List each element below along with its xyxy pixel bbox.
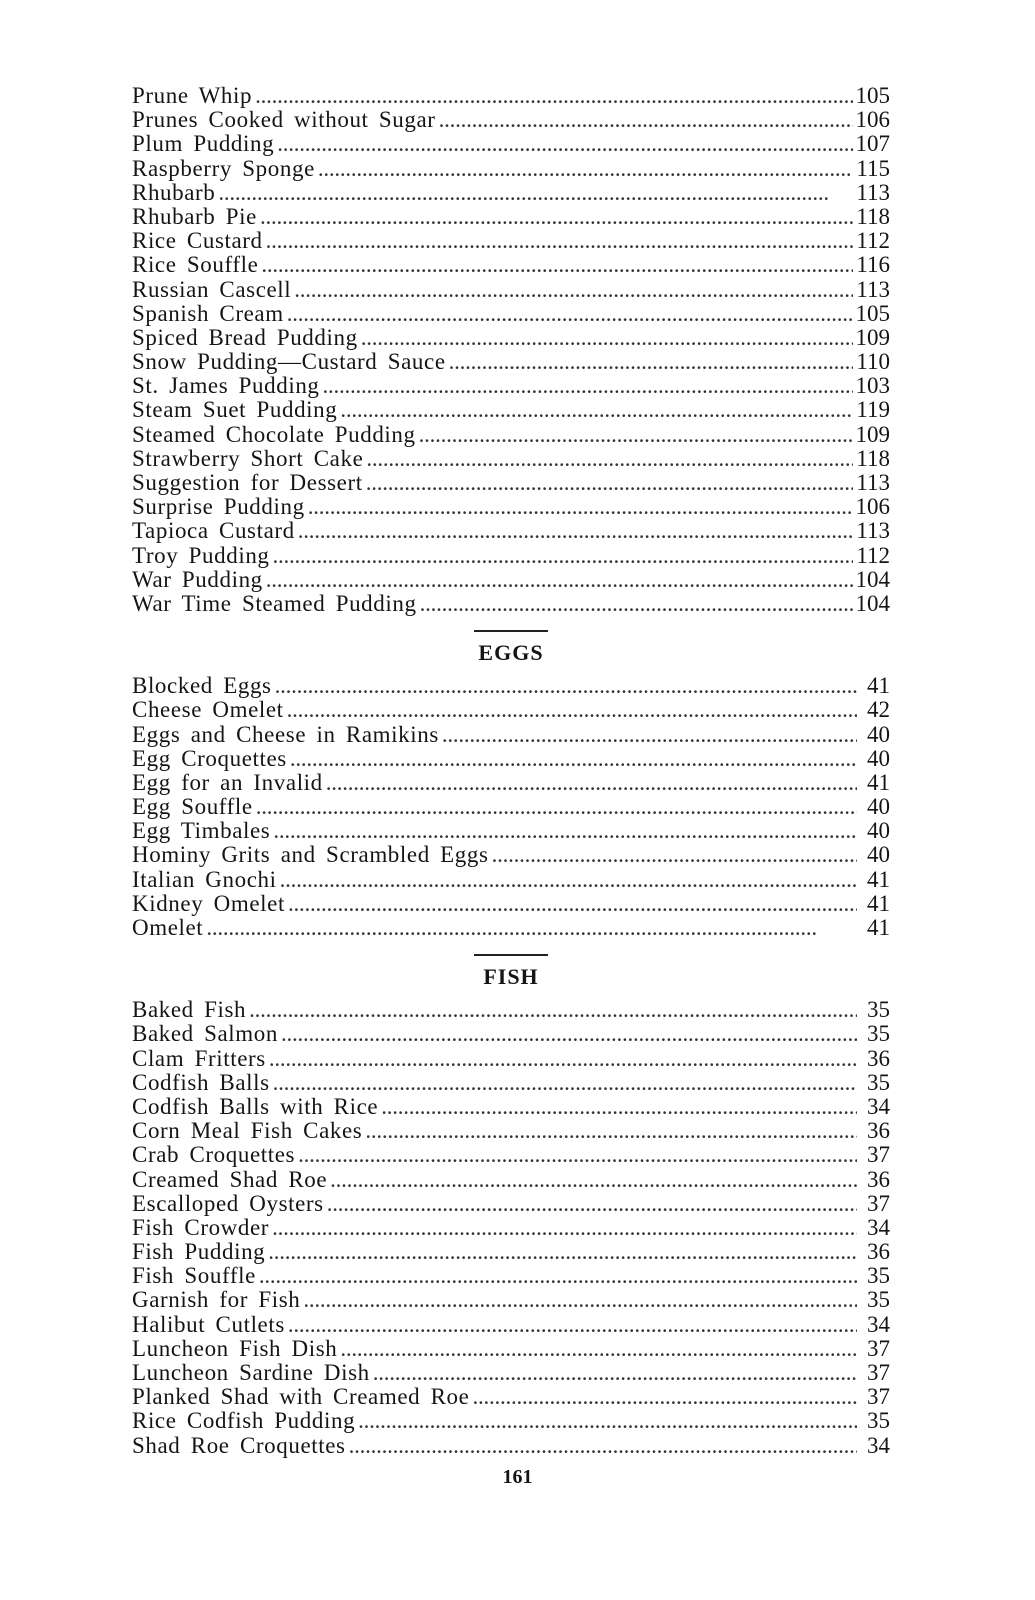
entry-page-number: 36 — [867, 1166, 890, 1192]
index-entry — [132, 157, 890, 181]
entry-page-number: 116 — [856, 252, 890, 278]
index-entry — [132, 843, 890, 867]
entry-page-number: 35 — [867, 1069, 890, 1095]
entry-title: Prune Whip — [132, 83, 253, 108]
dot-leader — [358, 1409, 857, 1433]
entry-page-number: 105 — [855, 83, 890, 108]
entry-page-number: 118 — [856, 445, 890, 471]
entry-page-number: 107 — [855, 131, 890, 157]
index-entry — [132, 423, 890, 447]
entry-title: Shad Roe Croquettes — [132, 1432, 346, 1458]
entry-page-number: 37 — [867, 1360, 890, 1385]
dot-leader — [266, 229, 854, 253]
entry-page-number: 37 — [867, 1335, 890, 1361]
index-entry — [132, 1192, 890, 1216]
dot-leader — [259, 1264, 857, 1288]
dot-leader — [255, 84, 852, 108]
entry-page-number: 106 — [855, 107, 890, 133]
index-entry — [132, 1216, 890, 1240]
index-entry — [132, 519, 890, 543]
index-entry — [132, 181, 890, 205]
entry-title: Corn Meal Fish Cakes — [132, 1118, 363, 1144]
section-divider — [474, 630, 548, 632]
index-entry — [132, 447, 890, 471]
index-entry — [132, 108, 890, 132]
entry-page-number: 110 — [856, 349, 890, 375]
entry-title: Codfish Balls with Rice — [132, 1093, 379, 1119]
entry-page-number: 36 — [867, 1118, 890, 1144]
dot-leader — [260, 205, 853, 229]
index-entry — [132, 1313, 890, 1337]
entry-page-number: 34 — [867, 1214, 890, 1240]
index-entry — [132, 723, 890, 747]
entry-page-number: 40 — [867, 721, 890, 747]
desserts-list — [132, 84, 890, 616]
index-entry — [132, 1337, 890, 1361]
dot-leader — [277, 132, 852, 156]
dot-leader — [273, 1071, 857, 1095]
dot-leader — [340, 398, 853, 422]
entry-page-number: 105 — [855, 300, 890, 326]
dot-leader — [288, 1313, 857, 1337]
entry-title: Eggs and Cheese in Ramikins — [132, 721, 439, 747]
entry-title: Egg for an Invalid — [132, 769, 323, 795]
index-entry — [132, 892, 890, 916]
entry-title: Omelet — [132, 915, 204, 940]
entry-page-number: 35 — [867, 1021, 890, 1047]
entry-page-number: 118 — [856, 203, 890, 229]
dot-leader — [287, 302, 853, 326]
entry-title: War Time Steamed Pudding — [132, 590, 417, 616]
dot-leader — [308, 495, 853, 519]
entry-title: War Pudding — [132, 566, 263, 592]
entry-title: Rice Souffle — [132, 252, 259, 278]
dot-leader — [327, 1192, 857, 1216]
entry-page-number: 40 — [867, 818, 890, 844]
entry-page-number: 112 — [856, 542, 890, 568]
dot-leader — [373, 1361, 857, 1385]
index-entry — [132, 1288, 890, 1312]
dot-leader — [330, 1168, 857, 1192]
dot-leader — [318, 157, 853, 181]
index-entry — [132, 674, 890, 698]
dot-leader — [449, 350, 854, 374]
index-entry — [132, 568, 890, 592]
index-entry — [132, 795, 890, 819]
entry-title: Codfish Balls — [132, 1069, 270, 1095]
dot-leader — [303, 1288, 857, 1312]
entry-page-number: 113 — [856, 179, 890, 205]
entry-title: Egg Croquettes — [132, 745, 287, 771]
dot-leader — [349, 1434, 857, 1458]
entry-page-number: 41 — [867, 769, 890, 795]
dot-leader — [366, 447, 853, 471]
entry-title: Egg Timbales — [132, 818, 271, 844]
dot-leader — [272, 1216, 857, 1240]
dot-leader — [206, 916, 857, 940]
entry-title: Kidney Omelet — [132, 890, 285, 916]
dot-leader — [439, 108, 853, 132]
entry-page-number: 41 — [867, 866, 890, 892]
dot-leader — [420, 592, 853, 616]
entry-title: Fish Pudding — [132, 1239, 266, 1265]
entry-page-number: 35 — [867, 1287, 890, 1313]
index-entry — [132, 253, 890, 277]
dot-leader — [361, 326, 853, 350]
dot-leader — [275, 674, 857, 698]
entry-page-number: 34 — [867, 1311, 890, 1337]
entry-page-number: 40 — [867, 842, 890, 868]
entry-page-number: 34 — [867, 1093, 890, 1119]
entry-title: Spanish Cream — [132, 300, 284, 326]
entry-title: Italian Gnochi — [132, 866, 277, 892]
entry-page-number: 34 — [867, 1432, 890, 1458]
dot-leader — [280, 868, 857, 892]
index-entry — [132, 350, 890, 374]
dot-leader — [269, 1047, 857, 1071]
index-entry — [132, 1022, 890, 1046]
entry-page-number: 109 — [855, 324, 890, 350]
index-entry — [132, 495, 890, 519]
index-entry — [132, 1095, 890, 1119]
entry-page-number: 115 — [856, 155, 890, 181]
page-number: 161 — [502, 1466, 533, 1488]
entry-title: Tapioca Custard — [132, 518, 295, 544]
eggs-section — [132, 630, 890, 940]
entry-page-number: 40 — [867, 745, 890, 771]
index-entry — [132, 1385, 890, 1409]
index-entry — [132, 1240, 890, 1264]
dot-leader — [472, 1385, 857, 1409]
entry-page-number: 36 — [867, 1045, 890, 1071]
entry-title: Rhubarb Pie — [132, 203, 257, 229]
entry-title: Hominy Grits and Scrambled Eggs — [132, 842, 489, 868]
entry-title: Planked Shad with Creamed Roe — [132, 1384, 470, 1410]
entry-page-number: 106 — [855, 494, 890, 520]
index-entry — [132, 868, 890, 892]
dot-leader — [273, 544, 854, 568]
entry-page-number: 41 — [867, 915, 890, 940]
eggs-list — [132, 674, 890, 940]
entry-title: Clam Fritters — [132, 1045, 266, 1071]
index-entry — [132, 326, 890, 350]
entry-title: St. James Pudding — [132, 373, 320, 399]
index-entry — [132, 1434, 890, 1458]
entry-title: Raspberry Sponge — [132, 155, 315, 181]
index-entry — [132, 1071, 890, 1095]
entry-title: Rhubarb — [132, 179, 216, 205]
section-heading-fish: FISH — [483, 964, 539, 990]
section-heading-eggs: EGGS — [478, 640, 544, 666]
entry-page-number: 36 — [867, 1239, 890, 1265]
index-entry — [132, 998, 890, 1022]
index-entry — [132, 544, 890, 568]
dot-leader — [287, 698, 857, 722]
entry-title: Spiced Bread Pudding — [132, 324, 358, 350]
index-entry — [132, 1047, 890, 1071]
entry-page-number: 40 — [867, 794, 890, 820]
index-entry — [132, 771, 890, 795]
entry-page-number: 35 — [867, 997, 890, 1023]
fish-section — [132, 954, 890, 1458]
entry-title: Cheese Omelet — [132, 697, 284, 723]
entry-title: Crab Croquettes — [132, 1142, 296, 1168]
dot-leader — [326, 771, 857, 795]
entry-page-number: 41 — [867, 890, 890, 916]
index-entry — [132, 1264, 890, 1288]
entry-page-number: 109 — [855, 421, 890, 447]
dot-leader — [261, 253, 853, 277]
index-entry — [132, 916, 890, 940]
entry-page-number: 35 — [867, 1263, 890, 1289]
entry-title: Prunes Cooked without Sugar — [132, 107, 436, 133]
entry-title: Baked Fish — [132, 997, 247, 1023]
entry-page-number: 37 — [867, 1142, 890, 1168]
dot-leader — [419, 423, 853, 447]
entry-page-number: 37 — [867, 1384, 890, 1410]
dot-leader — [381, 1095, 857, 1119]
entry-title: Fish Souffle — [132, 1263, 256, 1289]
dot-leader — [442, 723, 857, 747]
entry-title: Steam Suet Pudding — [132, 397, 338, 423]
index-entry — [132, 132, 890, 156]
index-entry — [132, 374, 890, 398]
dot-leader — [266, 568, 853, 592]
dot-leader — [298, 1143, 857, 1167]
entry-title: Troy Pudding — [132, 542, 270, 568]
index-entry — [132, 398, 890, 422]
index-entry — [132, 592, 890, 616]
entry-title: Snow Pudding—Custard Sauce — [132, 349, 446, 375]
index-entry — [132, 1168, 890, 1192]
entry-title: Egg Souffle — [132, 794, 253, 820]
dot-leader — [492, 843, 857, 867]
entry-title: Strawberry Short Cake — [132, 445, 364, 471]
fish-list — [132, 998, 890, 1458]
entry-page-number: 41 — [867, 673, 890, 699]
dot-leader — [256, 795, 857, 819]
index-entry — [132, 1361, 890, 1385]
dot-leader — [298, 519, 854, 543]
index-entry — [132, 698, 890, 722]
index-entry — [132, 84, 890, 108]
entry-title: Halibut Cutlets — [132, 1311, 285, 1337]
entry-title: Garnish for Fish — [132, 1287, 301, 1313]
dot-leader — [218, 181, 853, 205]
entry-title: Blocked Eggs — [132, 673, 272, 699]
entry-title: Plum Pudding — [132, 131, 275, 157]
entry-title: Fish Crowder — [132, 1214, 270, 1240]
entry-title: Baked Salmon — [132, 1021, 278, 1047]
entry-page-number: 113 — [856, 470, 890, 495]
entry-title: Luncheon Sardine Dish — [132, 1360, 370, 1385]
section-divider — [474, 954, 548, 956]
dot-leader — [273, 819, 857, 843]
dot-leader — [249, 998, 857, 1022]
index-entry — [132, 1119, 890, 1143]
dot-leader — [366, 471, 854, 495]
entry-page-number: 42 — [867, 697, 890, 723]
entry-title: Steamed Chocolate Pudding — [132, 421, 416, 447]
entry-page-number: 113 — [856, 518, 890, 544]
index-entry — [132, 205, 890, 229]
entry-page-number: 113 — [856, 276, 890, 302]
entry-title: Creamed Shad Roe — [132, 1166, 328, 1192]
index-entry — [132, 471, 890, 495]
dot-leader — [294, 278, 853, 302]
entry-page-number: 119 — [856, 397, 890, 423]
index-entry — [132, 1143, 890, 1167]
entry-title: Suggestion for Dessert — [132, 470, 363, 495]
entry-page-number: 103 — [855, 373, 890, 399]
entry-title: Luncheon Fish Dish — [132, 1335, 338, 1361]
dot-leader — [288, 892, 857, 916]
entry-page-number: 104 — [855, 590, 890, 616]
entry-page-number: 112 — [856, 228, 890, 254]
index-entry — [132, 302, 890, 326]
entry-page-number: 104 — [855, 566, 890, 592]
entry-title: Russian Cascell — [132, 276, 292, 302]
entry-page-number: 35 — [867, 1408, 890, 1434]
index-entry — [132, 229, 890, 253]
entry-page-number: 37 — [867, 1190, 890, 1216]
dot-leader — [268, 1240, 857, 1264]
dot-leader — [290, 747, 857, 771]
entry-title: Rice Codfish Pudding — [132, 1408, 356, 1434]
dot-leader — [365, 1119, 857, 1143]
index-page — [132, 84, 890, 1458]
dot-leader — [281, 1022, 857, 1046]
entry-title: Surprise Pudding — [132, 494, 305, 520]
entry-title: Rice Custard — [132, 228, 263, 254]
index-entry — [132, 747, 890, 771]
index-entry — [132, 1409, 890, 1433]
index-entry — [132, 819, 890, 843]
dot-leader — [340, 1337, 857, 1361]
dot-leader — [323, 374, 853, 398]
entry-title: Escalloped Oysters — [132, 1190, 324, 1216]
index-entry — [132, 278, 890, 302]
